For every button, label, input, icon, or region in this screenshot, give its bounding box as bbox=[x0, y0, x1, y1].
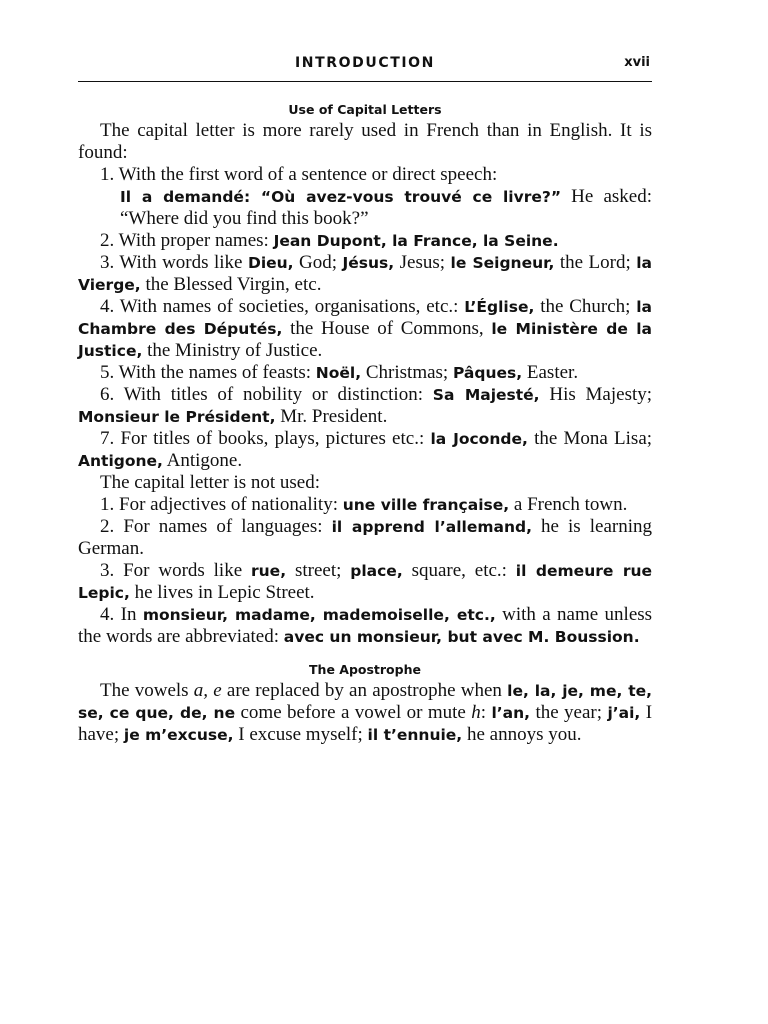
running-header bbox=[78, 55, 652, 82]
running-title: INTRODUCTION bbox=[295, 55, 435, 71]
capital-rule-7: 7. For titles of books, plays, pictures etc.: la Joconde, the Mona Lisa; Antigone, Antigone. bbox=[78, 428, 653, 471]
no-capital-rule-3: 3. For words like rue, street; place, square, etc.: il demeure rue Lepic, he lives in Lepic Street. bbox=[78, 560, 653, 603]
no-capital-rule-1: 1. For adjectives of nationality: une ville française, a French town. bbox=[100, 494, 628, 515]
capital-rule-1-example: Il a demandé: “Où avez-vous trouvé ce livre?” He asked: “Where did you find this book?” bbox=[120, 186, 652, 229]
no-capital-rule-2: 2. For names of languages: il apprend l’allemand, he is learning German. bbox=[78, 516, 653, 559]
apostrophe-paragraph: The vowels a, e are replaced by an apostrophe when le, la, je, me, te, se, ce que, de, ne come before a vowel or mute h: l’an, the year; j’ai, I have; je m’excuse, I excuse myself; il t’ennuie, he annoys you. bbox=[78, 680, 653, 745]
capital-intro-paragraph: The capital letter is more rarely used in French than in English. It is found: bbox=[78, 120, 652, 163]
capital-rule-2: 2. With proper names: Jean Dupont, la France, la Seine. bbox=[100, 230, 559, 251]
capital-rule-5: 5. With the names of feasts: Noël, Christmas; Pâques, Easter. bbox=[100, 362, 579, 383]
capital-rule-1: 1. With the first word of a sentence or direct speech: bbox=[100, 164, 498, 185]
section-heading-capital-letters: Use of Capital Letters bbox=[288, 102, 442, 117]
capital-rule-6: 6. With titles of nobility or distinction: Sa Majesté, His Majesty; Monsieur le Président, Mr. President. bbox=[78, 384, 653, 427]
page-body bbox=[78, 100, 652, 746]
capital-rule-4: 4. With names of societies, organisations, etc.: L’Église, the Church; la Chambre des Députés, the House of Commons, le Ministère de la Justice, the Ministry of Justice. bbox=[78, 296, 653, 361]
section-heading-apostrophe: The Apostrophe bbox=[309, 662, 421, 677]
page-number: xvii bbox=[624, 55, 650, 70]
no-capital-rule-4: 4. In monsieur, madame, mademoiselle, etc., with a name unless the words are abbreviated: avec un monsieur, but avec M. Boussion. bbox=[78, 604, 653, 647]
capital-rule-3: 3. With words like Dieu, God; Jésus, Jesus; le Seigneur, the Lord; la Vierge, the Blessed Virgin, etc. bbox=[78, 252, 652, 295]
no-capital-intro-paragraph: The capital letter is not used: bbox=[100, 472, 321, 493]
